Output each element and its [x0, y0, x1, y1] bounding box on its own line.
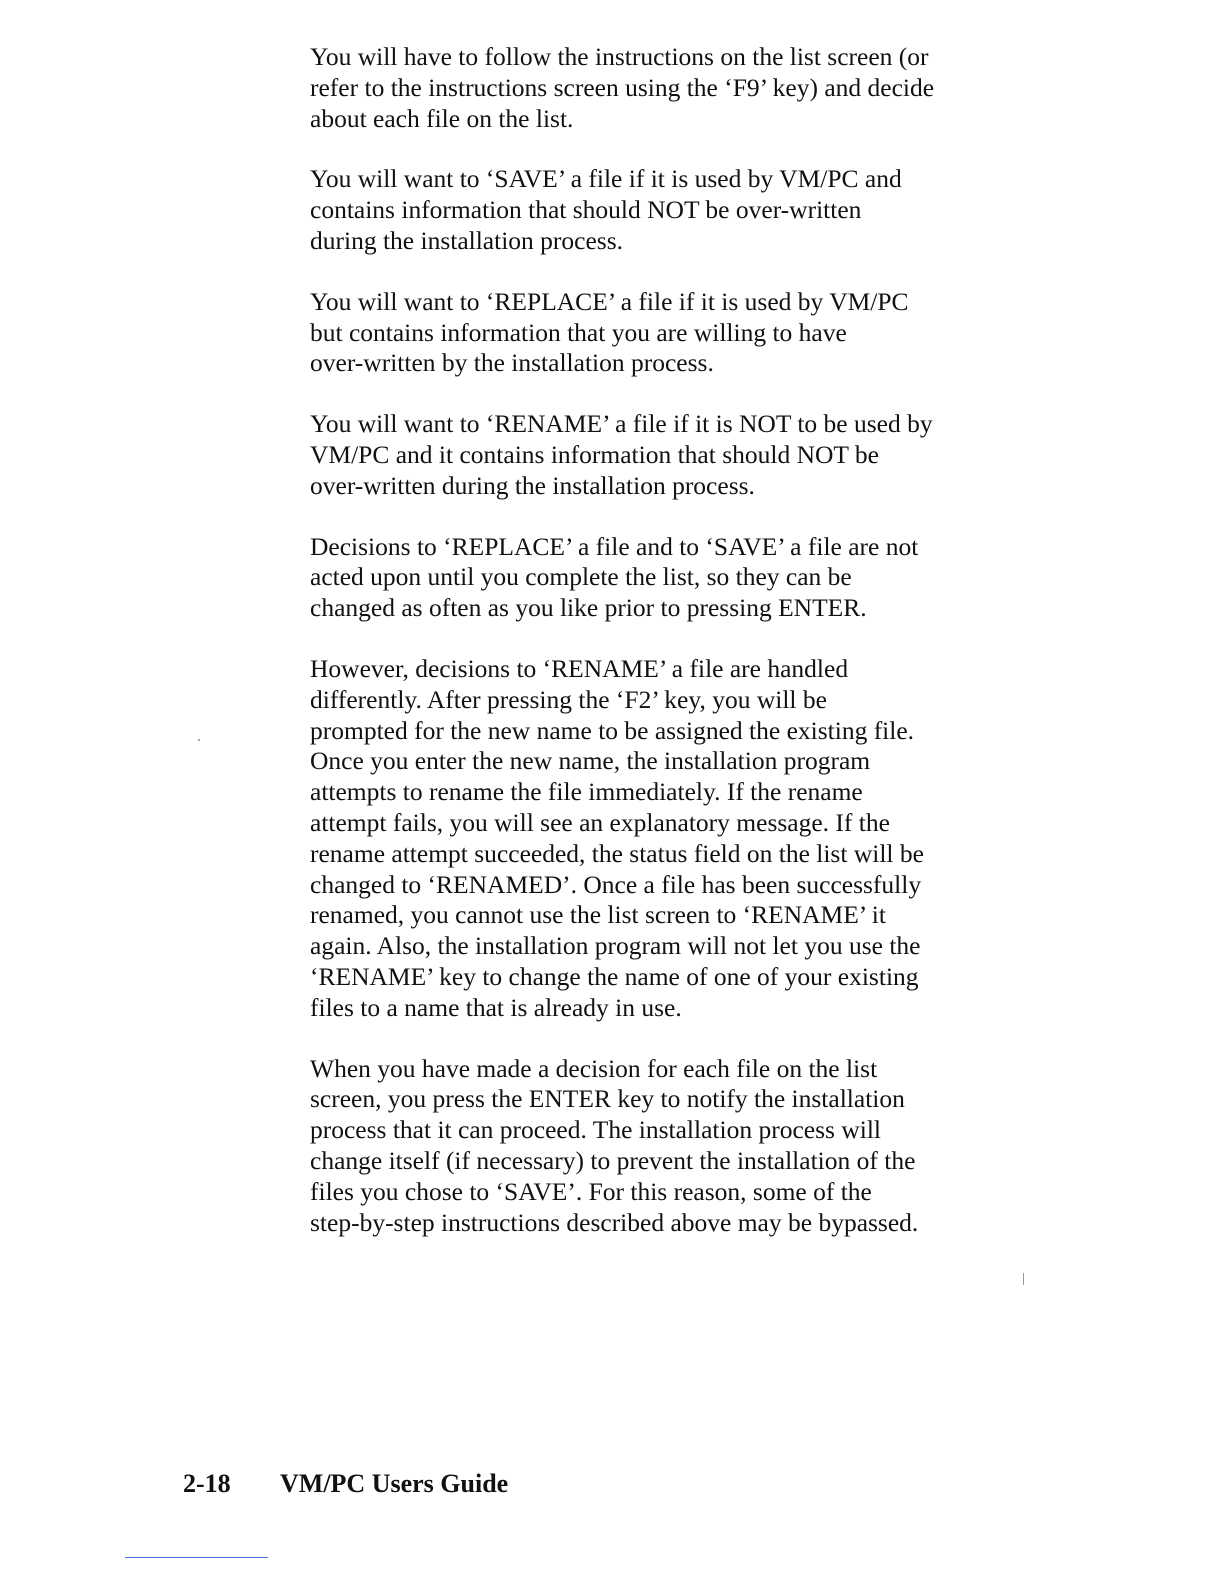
page-number: 2-18 [183, 1469, 231, 1498]
paragraph [310, 1054, 1010, 1239]
text-line: about each file on the list. [310, 103, 574, 133]
text-line: files to a name that is already in use. [310, 992, 682, 1022]
margin-tick-mark [1023, 1273, 1024, 1285]
scan-speck [198, 739, 200, 741]
text-line: but contains information that you are willing to have [310, 317, 847, 347]
text-line: changed as often as you like prior to pressing ENTER. [310, 593, 867, 623]
text-line: changed to ‘RENAMED’. Once a file has been successfully [310, 869, 922, 899]
paragraph [310, 287, 1010, 379]
paragraph [310, 409, 1010, 501]
text-line: process that it can proceed. The installation process will [310, 1115, 881, 1145]
text-line: When you have made a decision for each file on the list [310, 1053, 878, 1083]
paragraph [310, 654, 1010, 1024]
text-line: attempt fails, you will see an explanatory message. If the [310, 807, 890, 837]
text-line: over-written during the installation process. [310, 470, 755, 500]
text-line: You will want to ‘SAVE’ a file if it is used by VM/PC and [310, 164, 902, 194]
text-line: renamed, you cannot use the list screen to ‘RENAME’ it [310, 900, 886, 930]
text-line: again. Also, the installation program will not let you use the [310, 931, 921, 961]
text-line: VM/PC and it contains information that should NOT be [310, 439, 879, 469]
text-line: differently. After pressing the ‘F2’ key, you will be [310, 684, 827, 714]
document-title: VM/PC Users Guide [280, 1469, 509, 1498]
text-line: change itself (if necessary) to prevent the installation of the [310, 1145, 916, 1175]
text-line: rename attempt succeeded, the status field on the list will be [310, 838, 924, 868]
text-line: attempts to rename the file immediately. If the rename [310, 777, 863, 807]
text-line: contains information that should NOT be over-written [310, 195, 862, 225]
text-line: prompted for the new name to be assigned the existing file. [310, 715, 915, 745]
text-line: Once you enter the new name, the installation program [310, 746, 871, 776]
body-text [310, 42, 1010, 1268]
paragraph [310, 532, 1010, 624]
bottom-rule [125, 1557, 268, 1558]
paragraph [310, 42, 1010, 134]
page-footer [183, 1468, 508, 1500]
text-line: files you chose to ‘SAVE’. For this reason, some of the [310, 1176, 872, 1206]
text-line: Decisions to ‘REPLACE’ a file and to ‘SAVE’ a file are not [310, 531, 919, 561]
text-line: You will have to follow the instructions on the list screen (or [310, 42, 929, 71]
paragraph [310, 164, 1010, 256]
text-line: acted upon until you complete the list, so they can be [310, 562, 852, 592]
text-line: screen, you press the ENTER key to notify the installation [310, 1084, 905, 1114]
text-line: over-written by the installation process. [310, 348, 714, 378]
text-line: You will want to ‘RENAME’ a file if it is NOT to be used by [310, 409, 933, 439]
text-line: refer to the instructions screen using the ‘F9’ key) and decide [310, 72, 935, 102]
text-line: during the installation process. [310, 225, 624, 255]
text-line: However, decisions to ‘RENAME’ a file are handled [310, 653, 849, 683]
text-line: ‘RENAME’ key to change the name of one of your existing [310, 961, 919, 991]
text-line: step-by-step instructions described above may be bypassed. [310, 1207, 919, 1237]
text-line: You will want to ‘REPLACE’ a file if it is used by VM/PC [310, 286, 909, 316]
